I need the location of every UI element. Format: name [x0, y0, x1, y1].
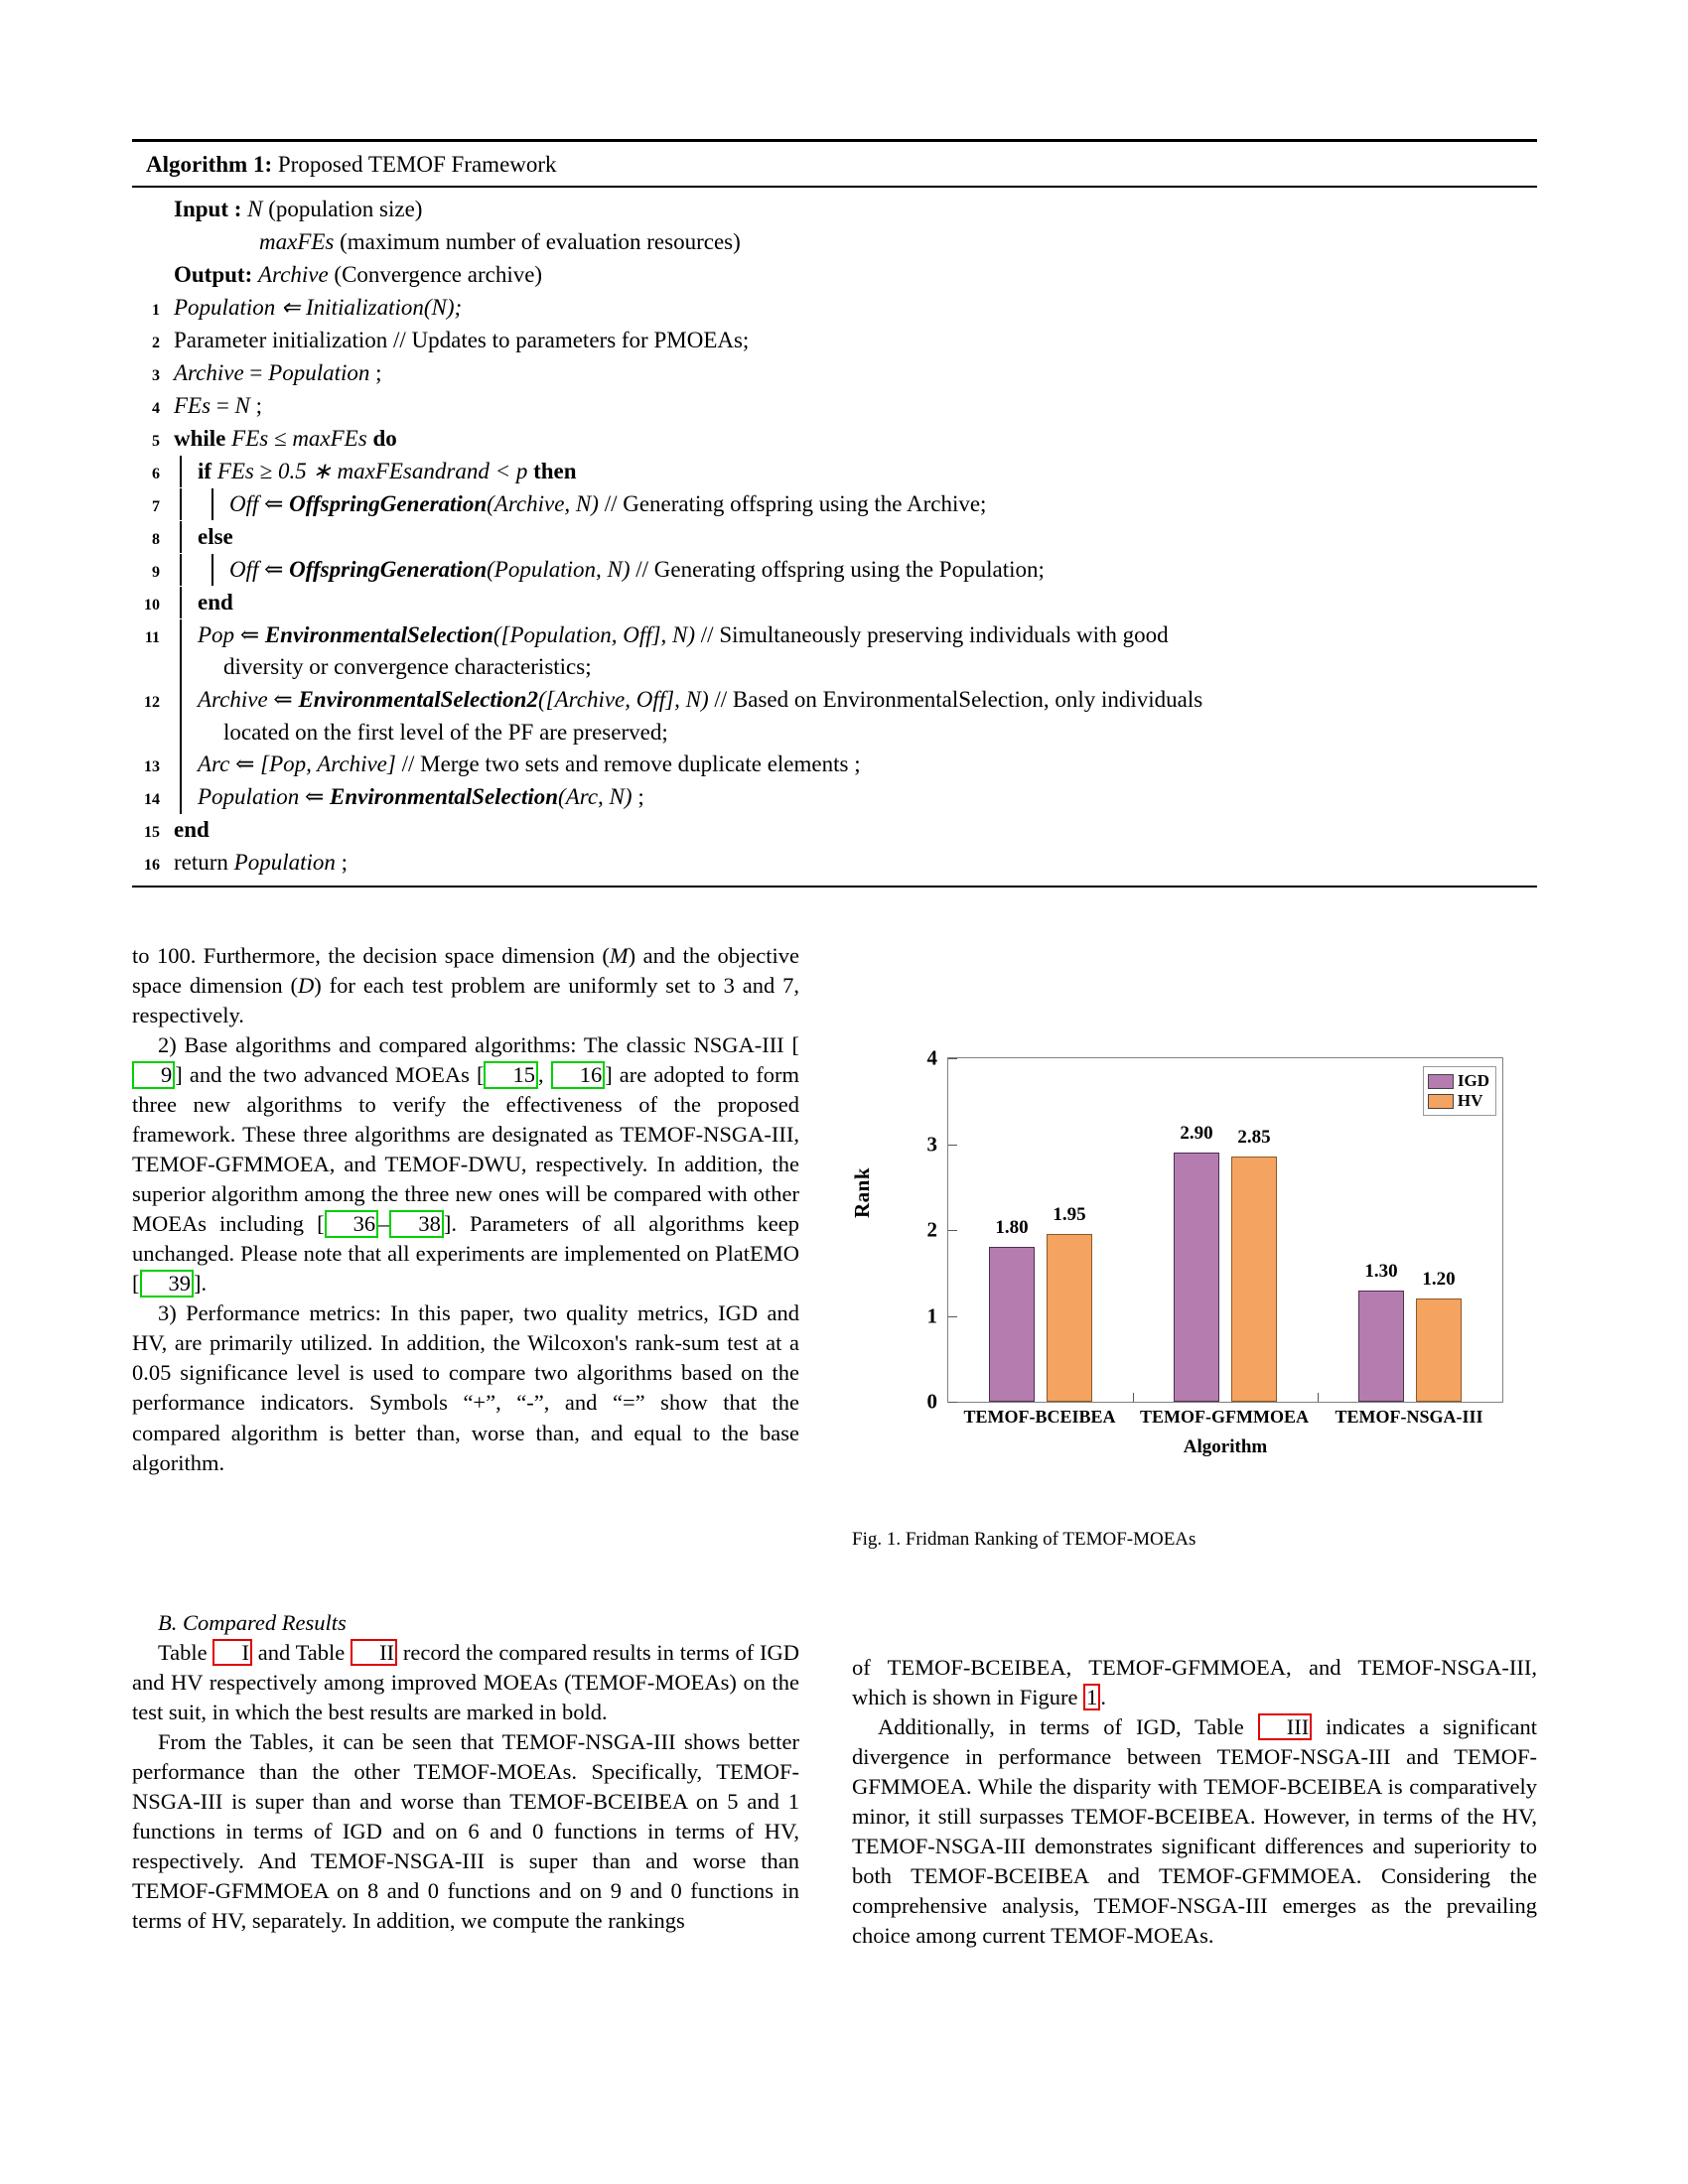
- text-run: ) for each test problem are uniformly set to 3 and 7, respectively.: [132, 973, 799, 1028]
- paragraph-experimental-settings: [132, 941, 799, 1030]
- code-text: Parameter initialization // Updates to parameters for PMOEAs;: [174, 327, 750, 352]
- algorithm-line-number: 15: [144, 824, 160, 842]
- algorithm-line-number: 6: [152, 465, 160, 482]
- math-symbol-M: M: [609, 943, 629, 968]
- code-args: (Arc, N): [558, 784, 633, 810]
- text-run: .: [1100, 1685, 1106, 1710]
- text-run: and Table: [251, 1640, 352, 1666]
- code-op: ⇐: [258, 490, 290, 516]
- algorithm-body: [132, 188, 1537, 887]
- chart-y-axis-label: Rank: [850, 1166, 874, 1218]
- text-run: Table: [158, 1640, 213, 1666]
- code-func: EnvironmentalSelection2: [298, 686, 538, 712]
- algorithm-line-number: 5: [152, 432, 160, 450]
- code-args: (Archive, N): [487, 490, 599, 516]
- code-args: (Population, N): [487, 556, 631, 582]
- section-subheading-compared-results: B. Compared Results: [158, 1610, 347, 1635]
- algorithm-output-line: [132, 259, 1537, 292]
- code-args: [Pop, Archive]: [260, 751, 396, 777]
- code-var: Pop: [198, 621, 235, 647]
- input-label: Input :: [174, 196, 242, 221]
- text-run: record the compared results in terms of IGD and HV respectively among improved MOEAs (TEMOF-MOEAs) on the test suit, in which the best results are marked in bold.: [132, 1640, 800, 1725]
- paragraph-additional-analysis: [852, 1712, 1537, 1951]
- algorithm-line-number: 1: [152, 301, 160, 319]
- algorithm-line: [132, 847, 1537, 880]
- code-keyword: if: [198, 458, 212, 483]
- figure-caption-text: Fridman Ranking of TEMOF-MOEAs: [901, 1529, 1196, 1550]
- code-punct: ;: [335, 850, 349, 876]
- algorithm-line: [132, 456, 1537, 488]
- code-var: Arc: [198, 751, 230, 777]
- algorithm-title: [132, 142, 1537, 186]
- chart-x-category-label: TEMOF-GFMMOEA: [1140, 1407, 1309, 1427]
- chart-y-tick-label: 1: [926, 1303, 937, 1327]
- chart-x-tick-mark: [1133, 1393, 1134, 1402]
- chart-bar-value-label: 2.90: [1180, 1123, 1213, 1145]
- figure-caption: [852, 1529, 1537, 1551]
- output-math: Archive: [258, 261, 329, 287]
- code-punct: );: [446, 294, 463, 320]
- algorithm-line: [132, 781, 1537, 814]
- code-var: Population: [198, 784, 300, 810]
- algorithm-line: [132, 488, 1537, 521]
- chart-x-axis-label: Algorithm: [1183, 1436, 1268, 1457]
- algorithm-line-number: [132, 259, 166, 267]
- chart-y-tick-label: 4: [926, 1045, 937, 1070]
- left-column-top: [132, 941, 799, 1478]
- input-math-2: maxFEs: [259, 228, 335, 254]
- code-func: OffspringGeneration: [289, 490, 488, 516]
- input-rest-2: (maximum number of evaluation resources): [334, 228, 741, 254]
- code-keyword: then: [533, 458, 577, 483]
- code-keyword: end: [198, 589, 233, 614]
- algorithm-line-number: 2: [152, 334, 160, 351]
- code-op: =: [243, 359, 269, 385]
- bar-chart: [852, 1047, 1537, 1464]
- code-op: ⇐: [267, 686, 299, 712]
- chart-y-tick-label: 3: [926, 1132, 937, 1156]
- text-run: Additionally, in terms of IGD, Table: [878, 1714, 1258, 1740]
- text-run: and the two advanced MOEAs: [182, 1062, 477, 1088]
- chart-bar-value-label: 1.80: [995, 1217, 1029, 1239]
- right-column-bottom: [852, 1653, 1537, 1951]
- algorithm-block: [132, 139, 1537, 887]
- code-comment: // Merge two sets and remove duplicate elements ;: [395, 751, 861, 777]
- algorithm-line-number: 10: [144, 596, 160, 614]
- chart-bar-hv-1: [1231, 1157, 1277, 1402]
- chart-x-category-label: TEMOF-NSGA-III: [1335, 1407, 1483, 1427]
- code-punct: ;: [249, 392, 263, 418]
- algorithm-line: [132, 619, 1537, 684]
- chart-y-tick-mark: [948, 1316, 957, 1317]
- algorithm-input-line-1: [132, 194, 1537, 226]
- code-func: EnvironmentalSelection: [264, 621, 493, 647]
- chart-legend: [1423, 1066, 1496, 1116]
- code-var: Population: [174, 294, 276, 320]
- algorithm-line: [132, 554, 1537, 587]
- chart-y-tick-label: 2: [926, 1217, 937, 1242]
- chart-x-tick-mark: [1318, 1393, 1319, 1402]
- input-rest-1: (population size): [262, 196, 423, 221]
- code-indent-bar: [211, 488, 986, 521]
- algorithm-line-number: 9: [152, 563, 160, 581]
- chart-bar-igd-2: [1358, 1291, 1404, 1402]
- text-run: indicates a significant divergence in performance between TEMOF-NSGA-III and TEMOF-GFMMOEA. While the disparity with TEMOF-BCEIBEA is comparatively minor, it still surpasses TEMOF-BCEIBEA. However, in terms of the HV, TEMOF-NSGA-III demonstrates significant differences and superiority to both TEMOF-BCEIBEA and TEMOF-GFMMOEA. Considering the comprehensive analysis, TEMOF-NSGA-III emerges as the prevailing choice among current TEMOF-MOEAs.: [852, 1714, 1537, 1949]
- code-func: OffspringGeneration: [289, 556, 488, 582]
- algorithm-line-number: 3: [152, 366, 160, 384]
- citation-link-9[interactable]: 9: [132, 1061, 175, 1088]
- code-keyword: return: [174, 850, 234, 876]
- legend-label-hv: HV: [1457, 1091, 1483, 1111]
- algorithm-line-number: 12: [144, 693, 160, 711]
- code-var: N: [431, 294, 447, 320]
- figure-caption-label: Fig. 1.: [852, 1529, 902, 1550]
- algorithm-input-line-2: [132, 226, 1537, 259]
- legend-swatch-hv: [1428, 1094, 1454, 1109]
- figure-ref-1[interactable]: 1: [1083, 1684, 1100, 1710]
- code-args: ([Archive, Off], N): [537, 686, 709, 712]
- algorithm-bottom-rule: [132, 886, 1537, 887]
- chart-bar-value-label: 1.95: [1053, 1204, 1086, 1226]
- code-keyword: end: [174, 817, 210, 843]
- left-column-bottom: [132, 1608, 799, 1936]
- chart-bar-value-label: 1.30: [1364, 1260, 1398, 1282]
- chart-bar-igd-0: [989, 1247, 1035, 1402]
- code-op: ⇐: [234, 621, 265, 647]
- code-keyword: else: [198, 523, 233, 549]
- code-comment: // Generating offspring using the Archive;: [598, 490, 987, 516]
- text-run: .: [201, 1271, 208, 1297]
- code-var: Archive: [174, 359, 244, 385]
- citation-link-15[interactable]: 15: [484, 1061, 538, 1088]
- code-op: =: [211, 392, 235, 418]
- algorithm-line-number: 7: [152, 497, 160, 515]
- table-ref-III[interactable]: III: [1258, 1713, 1312, 1740]
- legend-item-hv: [1428, 1091, 1489, 1111]
- legend-label-igd: IGD: [1457, 1071, 1489, 1090]
- chart-bar-hv-0: [1047, 1234, 1092, 1402]
- chart-y-tick-mark: [948, 1145, 957, 1146]
- paragraph-table-findings: From the Tables, it can be seen that TEMOF-NSGA-III shows better performance than the other TEMOF-MOEAs. Specifically, TEMOF-NSGA-III is super than and worse than TEMOF-BCEIBEA on 5 and 1 functions in terms of IGD and on 6 and 0 functions in terms of HV, respectively. And TEMOF-NSGA-III is super than and worse than TEMOF-GFMMOEA on 8 and 0 functions and on 9 and 0 functions in terms of HV, separately. In addition, we compute the rankings: [132, 1729, 799, 1934]
- algorithm-line: [132, 749, 1537, 781]
- algorithm-title-text: Proposed TEMOF Framework: [272, 152, 557, 177]
- algorithm-title-prefix: Algorithm 1:: [146, 152, 273, 177]
- math-symbol-D: D: [298, 973, 315, 999]
- code-keyword: while: [174, 425, 226, 451]
- paragraph-rankings-continued: [852, 1653, 1537, 1712]
- algorithm-line: [132, 357, 1537, 390]
- code-op: ⇐: [275, 294, 307, 320]
- chart-y-tick-mark: [948, 1402, 957, 1403]
- algorithm-line-number: 13: [144, 758, 160, 776]
- code-var: Off: [229, 556, 259, 582]
- code-op: ⇐: [258, 556, 290, 582]
- algorithm-line-number: 8: [152, 530, 160, 548]
- code-func: Initialization: [306, 294, 424, 320]
- algorithm-line-number: 11: [144, 628, 160, 646]
- code-expr: FEs ≥ 0.5 ∗ maxFEsandrand < p: [211, 458, 534, 483]
- code-var: FEs: [174, 392, 211, 418]
- chart-y-tick-mark: [948, 1230, 957, 1231]
- code-comment: // Generating offspring using the Population;: [630, 556, 1045, 582]
- paragraph-tables-intro: [132, 1638, 799, 1727]
- code-comment-continuation: diversity or convergence characteristics;: [223, 654, 592, 680]
- code-punct: ;: [369, 359, 382, 385]
- code-expr: FEs ≤ maxFEs: [225, 425, 373, 451]
- code-var: N: [234, 392, 250, 418]
- code-indent-bar: [211, 554, 1045, 587]
- chart-bar-hv-2: [1416, 1298, 1462, 1402]
- text-run: ) and the objective space dimension (: [132, 943, 799, 999]
- algorithm-line: [132, 390, 1537, 423]
- chart-bar-value-label: 2.85: [1237, 1127, 1271, 1149]
- code-comment-continuation: located on the first level of the PF are preserved;: [223, 719, 668, 745]
- output-label: Output:: [174, 261, 253, 287]
- code-punct: ;: [632, 784, 644, 810]
- chart-x-category-label: TEMOF-BCEIBEA: [963, 1407, 1116, 1427]
- algorithm-line-number: 16: [144, 857, 160, 875]
- legend-swatch-igd: [1428, 1074, 1454, 1089]
- text-run: . Parameters of all algorithms keep unchanged. Please note that all experiments are implemented on PlatEMO: [132, 1211, 799, 1267]
- algorithm-line: [132, 587, 1537, 619]
- text-run: 2) Base algorithms and compared algorithms: The classic NSGA-III: [158, 1032, 792, 1058]
- algorithm-line: [132, 521, 1537, 554]
- chart-y-tick-mark: [948, 1058, 957, 1059]
- citation-link-38[interactable]: 38: [389, 1210, 444, 1237]
- legend-item-igd: [1428, 1071, 1489, 1091]
- code-op: ⇐: [229, 751, 261, 777]
- text-run: to 100. Furthermore, the decision space dimension (: [132, 943, 610, 968]
- code-var: Archive: [198, 686, 268, 712]
- paragraph-performance-metrics: 3) Performance metrics: In this paper, two quality metrics, IGD and HV, are primarily utilized. In addition, the Wilcoxon's rank-sum test at a 0.05 significance level is used to compare two algorithms based on the performance indicators. Symbols “+”, “-”, and “=” show that the compared algorithm is better than, worse than, and equal to the base algorithm.: [132, 1300, 799, 1475]
- algorithm-line-number: [132, 226, 166, 234]
- algorithm-line: [132, 292, 1537, 325]
- citation-link-16[interactable]: 16: [551, 1061, 606, 1088]
- table-ref-II[interactable]: II: [351, 1639, 397, 1666]
- code-punct: (: [423, 294, 432, 320]
- chart-y-tick-label: 0: [926, 1389, 937, 1414]
- algorithm-line: [132, 684, 1537, 749]
- chart-bar-igd-1: [1174, 1153, 1219, 1402]
- citation-link-36[interactable]: 36: [325, 1210, 379, 1237]
- text-run: are adopted to form three new algorithms to verify the effectiveness of the proposed framework. These three algorithms are designated as TEMOF-NSGA-III, TEMOF-GFMMOEA, and TEMOF-DWU, respectively. In addition, the superior algorithm among the three new ones will be compared with other MOEAs including: [132, 1062, 799, 1237]
- algorithm-line-number: 14: [144, 791, 160, 809]
- algorithm-line-number: [132, 194, 166, 202]
- chart-bar-value-label: 1.20: [1422, 1269, 1456, 1291]
- algorithm-line: [132, 325, 1537, 357]
- input-math-1: N: [247, 196, 263, 221]
- citation-link-39[interactable]: 39: [140, 1270, 195, 1297]
- figure-1: [852, 1047, 1537, 1464]
- code-args: ([Population, Off], N): [492, 621, 696, 647]
- algorithm-line: [132, 814, 1537, 847]
- code-comment: // Based on EnvironmentalSelection, only individuals: [708, 686, 1203, 712]
- paragraph-base-algorithms: 2) Base algorithms and compared algorithms: The classic NSGA-III [9 ] and the two advanced MOEAs [ 15 , 16 ] are adopted to form three new algorithms to verify the effectiveness of the proposed framework. These three algorithms are designated as TEMOF-NSGA-III, TEMOF-GFMMOEA, and TEMOF-DWU, respectively. In addition, the superior algorithm among the three new ones will be compared with other MOEAs including [ 36 – 38 ]. Parameters of all algorithms keep unchanged. Please note that all experiments are implemented on PlatEMO [ 39 ].: [132, 1032, 799, 1297]
- output-rest: (Convergence archive): [328, 261, 543, 287]
- code-keyword: do: [372, 425, 397, 451]
- code-var: Population: [268, 359, 370, 385]
- code-op: ⇐: [299, 784, 331, 810]
- code-comment: // Simultaneously preserving individuals with good: [695, 621, 1169, 647]
- code-var: Off: [229, 490, 259, 516]
- algorithm-line-number: 4: [152, 399, 160, 417]
- algorithm-line: [132, 423, 1537, 456]
- text-run: of TEMOF-BCEIBEA, TEMOF-GFMMOEA, and TEMOF-NSGA-III, which is shown in Figure: [852, 1655, 1537, 1710]
- chart-plot-area: [926, 1045, 1503, 1414]
- code-var: Population: [233, 850, 336, 876]
- table-ref-I[interactable]: I: [212, 1639, 252, 1666]
- code-func: EnvironmentalSelection: [330, 784, 559, 810]
